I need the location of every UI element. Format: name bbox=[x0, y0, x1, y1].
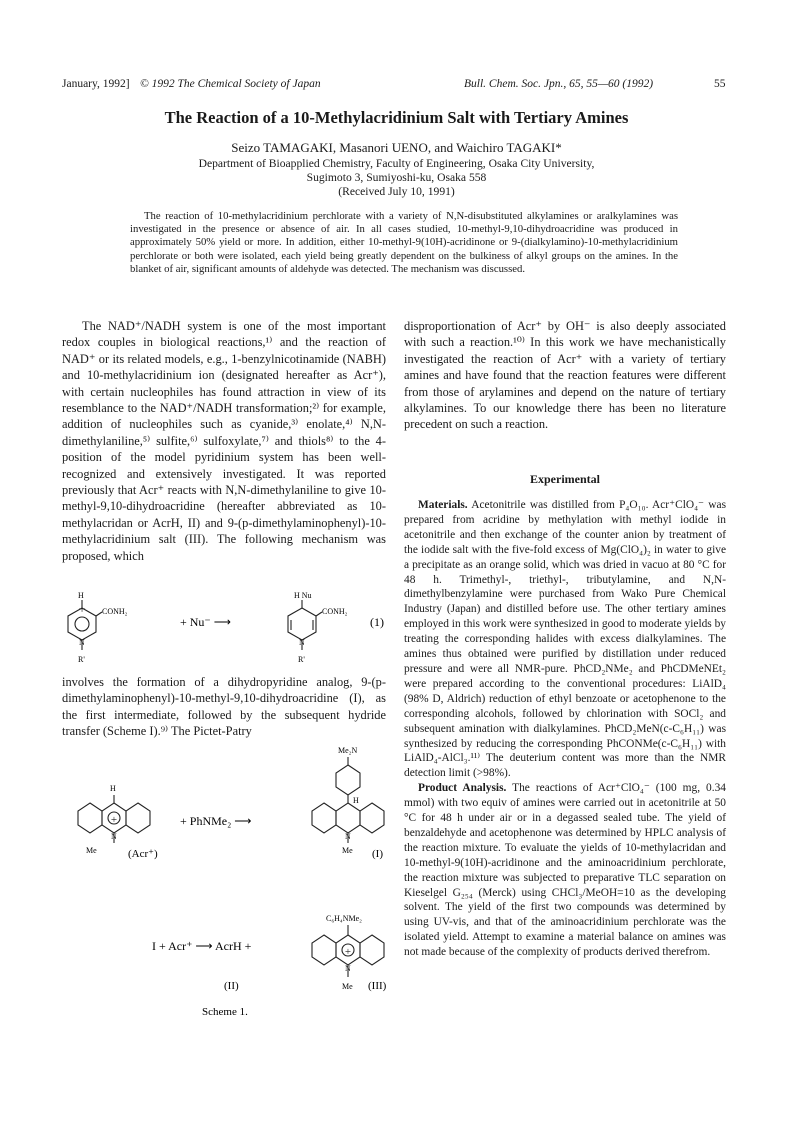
materials-heading: Materials. bbox=[418, 499, 468, 511]
scheme-h-product: H bbox=[353, 796, 359, 805]
scheme-reaction-2: I + Acr⁺ ⟶ AcrH + bbox=[152, 939, 252, 953]
product-analysis-heading: Product Analysis. bbox=[418, 782, 507, 795]
affiliation-line-1: Department of Bioapplied Chemistry, Faculty of Engineering, Osaka City University, bbox=[198, 157, 595, 170]
scheme-plus-phnme2: + PhNMe₂ ⟶ bbox=[180, 814, 252, 828]
scheme-label-II: (II) bbox=[224, 980, 239, 992]
scheme-label-III: (III) bbox=[368, 980, 387, 992]
equation-1-diagram bbox=[62, 592, 392, 672]
intro-paragraph-3: disproportionation of Acr⁺ by OH⁻ is also deeply associated with such a reaction.¹⁰⁾ In this work we have mechanistically investigated the reaction of Acr⁺ with a variety of tertiary amines and have found that the reaction features were different from those of arylamines and depend on the nature of tertiary alkylamines. To our knowledge there has been no literature precedent on such a reaction. bbox=[404, 319, 726, 432]
svg-text:+: + bbox=[78, 601, 86, 616]
svg-text:+: + bbox=[110, 814, 118, 826]
scheme-me-acr: Me bbox=[86, 846, 97, 855]
eq1-r-product: R' bbox=[298, 655, 305, 664]
paper-title: The Reaction of a 10-Methylacridinium Salt with Tertiary Amines bbox=[164, 108, 629, 127]
scheme-acr-label: (Acr⁺) bbox=[128, 848, 158, 860]
eq1-conh2-product: CONH₂ bbox=[322, 607, 348, 616]
experimental-text bbox=[404, 498, 726, 960]
abstract: The reaction of 10-methylacridinium perchlorate with a variety of N,N-disubstituted alkylamines or aralkylamines was investigated in the presence or absence of air. In all cases studied, 10-methyl-9,10-dihydroacridine was produced in approximately 50% yield or more. In addition, either 10-methyl-9(10H)-acridinone or 9-(dialkylamino)-10-methylacridinium perchlorate or both were isolated, each yield being greatly dependent on the bulkiness of alkyl groups on the amines. In the blanket of air, significant amounts of aldehyde was detected. The mechanism was discussed. bbox=[130, 210, 678, 275]
scheme-c6h4nme2-label: C₆H₄NMe₂ bbox=[326, 914, 362, 923]
svg-text:N: N bbox=[111, 832, 117, 841]
scheme-1-diagram bbox=[62, 745, 392, 1045]
section-heading-experimental: Experimental bbox=[530, 472, 600, 486]
eq1-number: (1) bbox=[370, 615, 384, 629]
eq1-nucleophile: + Nu⁻ ⟶ bbox=[180, 615, 231, 629]
svg-text:N: N bbox=[79, 638, 85, 647]
eq1-hnu-label: H Nu bbox=[294, 591, 312, 600]
materials-text: Acetonitrile was distilled from P₄O₁₀. Acr⁺ClO₄⁻ was prepared from acridine by methylation with methyl iodide in acetonitrile and then exchange of the counter anion by treatment of the iodide salt with the five-fold excess of Mg(ClO₄)₂ in water to give a precipitate as an orange solid, which was dried in vacuo at 80 °C for 48 h. Trimethyl-, triethyl-, tributylamine, and N,N-dimethylbenzylamine were purchased from Wako Pure Chemical Industry (Japan) and distilled before use. The other tertiary amines employed in this work were synthesized in good to moderate yields by treating the corresponding halides with excess dialkylamines. The amines thus obtained were purified by distillation under reduced pressure and were all NMR-pure. PhCD₂NMe₂ and PhCDMeNEt₂ were prepared according to the conventional procedures: LiAlD₄ (98% D, Aldrich) reduction of ethyl benzoate or acetophenone to the corresponding alcohols, followed by chlorination with SOCl₂ and subsequent amination with dialkylamines. PhCD₂MeN(c-C₆H₁₁) was synthesized by reducing the corresponding PhCONMe(c-C₆H₁₁) with LiAlD₄-AlCl₃.¹¹⁾ The deuterium content was more than the NMR detection limit (>98%). bbox=[404, 499, 726, 780]
svg-text:N: N bbox=[345, 832, 351, 841]
author-list: Seizo TAMAGAKI, Masanori UENO, and Waichiro TAGAKI* bbox=[231, 140, 562, 155]
intro-paragraph-1: The NAD⁺/NADH system is one of the most important redox couples in biological reactions,¹⁾ and the reaction of NAD⁺ or its related models, e.g., 1-benzylnicotinamide (NABH) and 10-methylacridinium ion (designated hereafter as Acr⁺), with certain nucleophiles has found attraction in view of its resemblance to the NAD⁺/NADH transformation;²⁾ for example, addition of nucleophiles such as cyanide,³⁾ enolate,⁴⁾ N,N-dimethylaniline,⁵⁾ sulfite,⁶⁾ sulfoxylate,⁷⁾ and thiols⁸⁾ to the 4-position of the model pyridinium system has been well-recognized and extensively investigated. It was reported previously that Acr⁺ reacts with N,N-dimethylaniline to give 10-methyl-9,10-dihydroacridine (hereafter abbreviated as 10-methylacridan or AcrH, II) and 9-(p-dimethylaminophenyl)-10-methylacridinium salt (III). The following mechanism was proposed, which bbox=[62, 319, 386, 563]
eq1-conh2-label: CONH₂ bbox=[102, 607, 128, 616]
affiliation-line-2: Sugimoto 3, Sumiyoshi-ku, Osaka 558 bbox=[306, 171, 487, 184]
svg-text:N: N bbox=[345, 964, 351, 973]
eq1-h-label: H bbox=[78, 591, 84, 600]
scheme-label-I: (I) bbox=[372, 848, 383, 860]
intro-paragraph-2: involves the formation of a dihydropyridine analog, 9-(p-dimethylaminophenyl)-10-methyl-9,10-dihydroacridine (I), as the first intermediate, followed by the subsequent hydride transfer (Scheme I).⁹⁾ The Pictet-Patry bbox=[62, 675, 386, 739]
scheme-me-I: Me bbox=[342, 846, 353, 855]
svg-text:N: N bbox=[299, 638, 305, 647]
product-analysis-paragraph bbox=[404, 781, 726, 960]
scheme-me-III: Me bbox=[342, 982, 353, 991]
scheme-h-label: H bbox=[110, 784, 116, 793]
svg-text:+: + bbox=[344, 946, 352, 958]
copyright-notice: © 1992 The Chemical Society of Japan bbox=[140, 78, 321, 90]
scheme-caption: Scheme 1. bbox=[202, 1006, 248, 1018]
materials-paragraph bbox=[404, 498, 726, 781]
scheme-me2n-label: Me₂N bbox=[338, 746, 358, 755]
issue-date: January, 1992] bbox=[62, 78, 130, 90]
product-analysis-text: The reactions of Acr⁺ClO₄⁻ (100 mg, 0.34 mmol) with two equiv of amines were carried out in acetonitrile at 50 °C for 48 h under air or in a degassed sealed tube. The yield of benzaldehyde and acetophenone was determined by HPLC analysis of the reaction mixture. To evaluate the yields of 10-methylacridan and 10-methyl-9(10H)-acridinone and the aminoacridinium perchlorate, the reaction mixture was subjected to preparative TLC separation on Kieselgel G₂₅₄ (Merck) using CHCl₃/MeOH=10 as the developing solvent. The yield of the first two compounds was determined by using UV-vis, and that of the aminoacridinium perchlorate was the isolated yield. Attempt to examine a material balance on amines was not made because of the complexity of products derived therefrom. bbox=[404, 782, 726, 959]
affiliation bbox=[0, 157, 793, 199]
received-date: (Received July 10, 1991) bbox=[338, 185, 455, 198]
eq1-r-label: R' bbox=[78, 655, 85, 664]
journal-citation: Bull. Chem. Soc. Jpn., 65, 55—60 (1992) bbox=[464, 78, 654, 90]
page-number: 55 bbox=[714, 78, 726, 90]
